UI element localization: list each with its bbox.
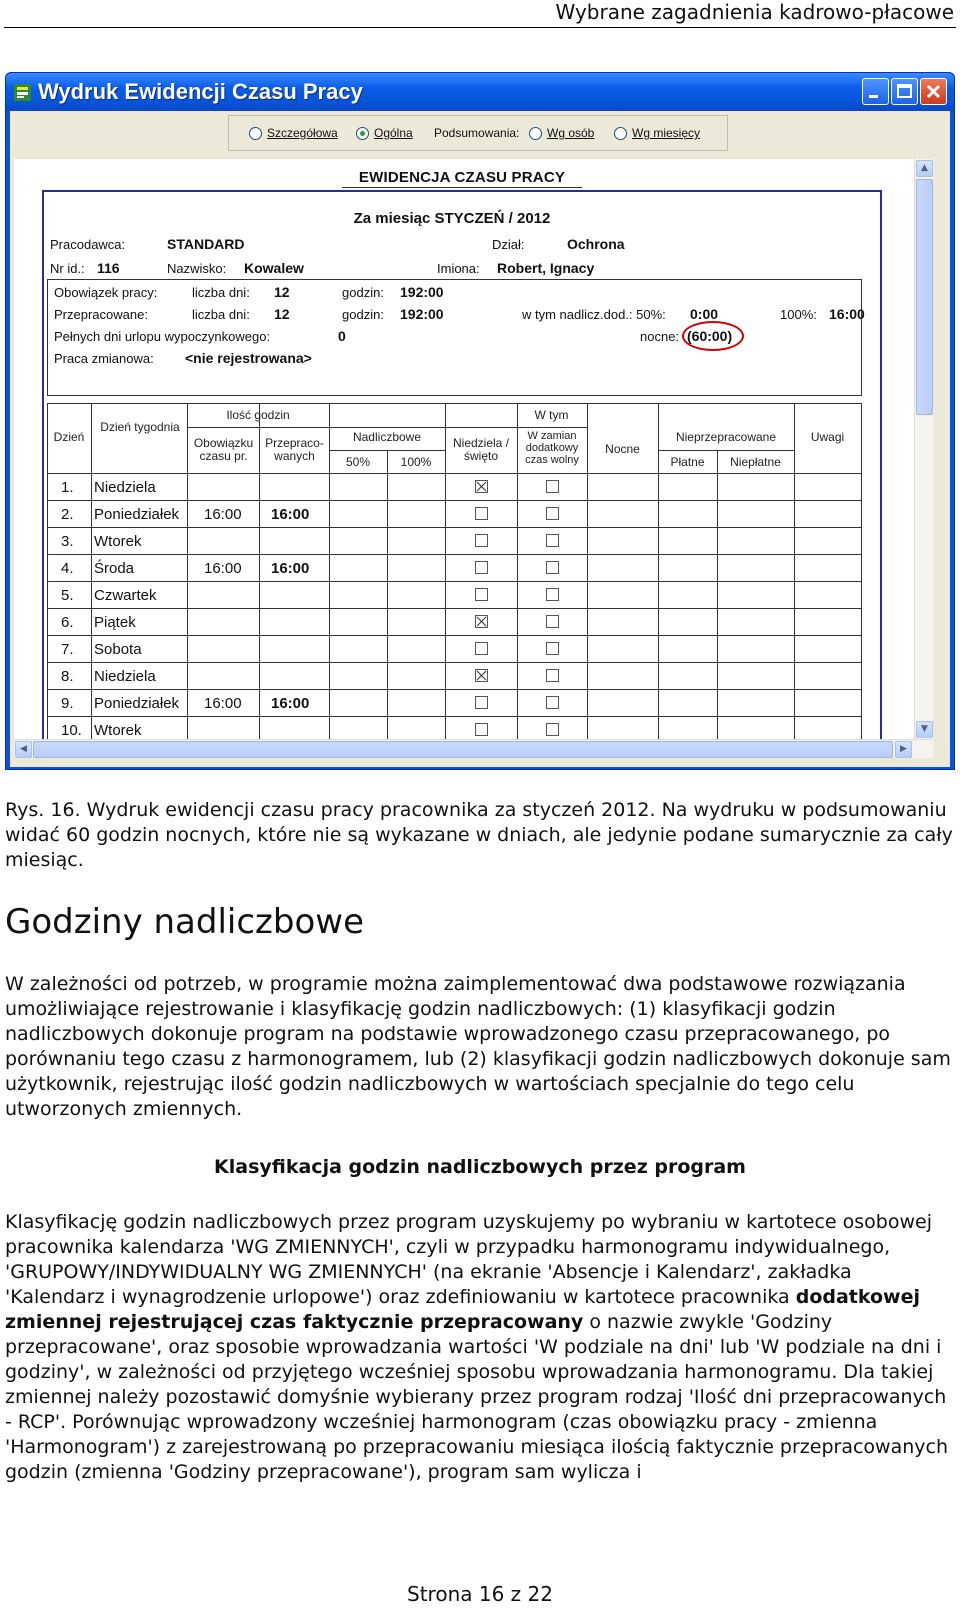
overtime-50-value: 0:00 — [690, 306, 719, 322]
surname-label: Nazwisko: — [167, 261, 227, 276]
radio-by-person[interactable] — [529, 127, 542, 140]
page-header: Wybrane zagadnienia kadrowo-płacowe — [4, 0, 956, 28]
replacement-time-checkbox[interactable] — [546, 642, 559, 655]
sunday-holiday-checkbox[interactable] — [475, 642, 488, 655]
cell-day: 4. — [61, 560, 74, 577]
cell-day: 2. — [61, 506, 74, 523]
replacement-time-checkbox[interactable] — [546, 480, 559, 493]
paragraph-emphasis: dodatkowej zmiennej rejestrującej czas faktycznie przepracowany — [5, 1286, 921, 1333]
summary-label: Podsumowania: — [434, 126, 520, 140]
report-preview[interactable] — [14, 159, 914, 739]
obligation-hours-label: godzin: — [342, 285, 384, 300]
window-client-area — [10, 111, 950, 767]
header-sunday-holiday: Niedziela /święto — [452, 436, 510, 463]
cell-day: 5. — [61, 587, 74, 604]
row-separator — [47, 500, 862, 501]
overtime-50-label: w tym nadlicz.dod.: 50%: — [522, 307, 666, 322]
header-night: Nocne — [605, 442, 640, 456]
cell-day: 10. — [61, 722, 82, 739]
option-by-month-label: Wg miesięcy — [632, 126, 701, 140]
row-separator — [47, 689, 862, 690]
worked-hours-value: 192:00 — [400, 306, 444, 322]
cell-weekday: Poniedziałek — [94, 506, 180, 523]
paragraph-text-a: Klasyfikację godzin nadliczbowych przez program uzyskujemy po wybraniu w kartotece osobowej pracownika kalendarza 'WG ZMIENNYCH', czyli w przypadku harmonogramu indywidualnego, 'GRUPOWY/INDYWIDUALNY WG ZMIENNYCH' (na ekranie 'Absencje i Kalendarz', zakładka 'Kalendarz i wynagrodzenie urlopowe') oraz zdefiniowaniu w kartotece pracownika — [5, 1211, 932, 1308]
table-border-top — [47, 403, 862, 404]
header-unworked: Nieprzepracowane — [675, 430, 777, 444]
obligation-hours-value: 192:00 — [400, 284, 444, 300]
title-bar[interactable] — [6, 73, 954, 111]
cell-required-hours: 16:00 — [204, 560, 242, 577]
page-footer: Strona 16 z 22 — [407, 1582, 553, 1606]
obligation-days-value: 12 — [274, 284, 290, 300]
header-notes: Uwagi — [810, 430, 845, 444]
cell-worked-hours: 16:00 — [271, 560, 310, 577]
col-line — [387, 450, 388, 739]
dept-label: Dział: — [492, 237, 525, 252]
cell-weekday: Wtorek — [94, 722, 142, 739]
option-general[interactable] — [356, 126, 413, 140]
night-label: nocne: — [640, 329, 680, 344]
shift-value: <nie rejestrowana> — [185, 350, 312, 366]
cell-day: 3. — [61, 533, 74, 550]
window-title: Wydruk Ewidencji Czasu Pracy — [38, 79, 363, 104]
cell-weekday: Czwartek — [94, 587, 157, 604]
paragraph-overtime-intro: W zależności od potrzeb, w programie można zaimplementować dwa podstawowe rozwiązania umożliwiające rejestrowanie i klasyfikację godzin nadliczbowych: (1) klasyfikacji godzin nadliczbowych dokonuje program na podstawie wprowadzonego czasu przepracowanego, po porównaniu tego czasu z harmonogramem, lub (2) klasyfikacji godzin nadliczbowych dokonuje sam użytkownik, rejestrując ilość godzin nadliczbowych w wartościach specjalnie do tego celu utworzonych zmiennych. — [5, 973, 951, 1120]
cell-weekday: Niedziela — [94, 479, 156, 496]
days-table — [47, 403, 862, 739]
cell-worked-hours: 16:00 — [271, 506, 310, 523]
row-separator — [47, 554, 862, 555]
maximize-icon — [892, 79, 917, 104]
obligation-label: Obowiązek pracy: — [54, 285, 158, 300]
replacement-time-checkbox[interactable] — [546, 696, 559, 709]
minimize-icon — [863, 79, 888, 104]
shift-label: Praca zmianowa: — [54, 351, 154, 366]
overtime-100-value: 16:00 — [829, 306, 865, 322]
app-icon — [14, 84, 31, 101]
cell-day: 6. — [61, 614, 74, 631]
cell-day: 8. — [61, 668, 74, 685]
paragraph-program-classification — [5, 1210, 955, 1485]
vertical-scrollbar[interactable] — [914, 159, 933, 739]
replacement-time-checkbox[interactable] — [546, 507, 559, 520]
sunday-holiday-checkbox[interactable] — [475, 723, 488, 736]
row-separator — [47, 608, 862, 609]
horizontal-scroll-thumb[interactable] — [33, 741, 893, 758]
names-label: Imiona: — [437, 261, 480, 276]
names-value: Robert, Ignacy — [497, 260, 595, 276]
subsection-title: Klasyfikacja godzin nadliczbowych przez program — [214, 1156, 746, 1178]
sunday-holiday-checkbox[interactable] — [475, 696, 488, 709]
worked-label: Przepracowane: — [54, 307, 148, 322]
header-required: Obowiązku czasu pr. — [193, 436, 254, 463]
cell-worked-hours: 16:00 — [271, 695, 310, 712]
header-paid: Płatne — [670, 455, 705, 469]
header-day: Dzień — [53, 430, 85, 444]
paragraph-text-b: o nazwie zwykle 'Godziny przepracowane', oraz sposobie wprowadzania wartości 'W podziale na dni' lub 'W podziale na dni i godziny', w zależności od przyjętego wcześniej sposobu wprowadzania harmonogramu. Dla takiej zmiennej należy pozostawić domyśnie wybierany przez program rodzaj 'Ilość dni przepracowanych - RCP'. Porównując wprowadzony wcześniej harmonogram (czas obowiązku pracy - zmienna 'Harmonogram') z zarejestrowaną po przepracowaniu miesiąca ilością faktycznie przepracowanych godzin (zmienna 'Godziny przepracowane'), program sam wylicza i — [5, 1311, 949, 1483]
cell-weekday: Niedziela — [94, 668, 156, 685]
cell-weekday: Środa — [94, 560, 135, 577]
replacement-time-checkbox[interactable] — [546, 615, 559, 628]
header-overtime-50: 50% — [345, 455, 371, 469]
header-replacement: W zamian dodatkowy czas wolny — [525, 430, 579, 466]
option-general-label: Ogólna — [374, 126, 413, 140]
sunday-holiday-checkbox[interactable] — [475, 588, 488, 601]
night-hours-highlight — [682, 321, 744, 351]
close-icon — [921, 79, 946, 104]
table-header-bottom — [47, 473, 862, 474]
header-overtime-100: 100% — [400, 455, 432, 469]
report-month: Za miesiąc STYCZEŃ / 2012 — [353, 210, 551, 227]
replacement-time-checkbox[interactable] — [546, 669, 559, 682]
sunday-holiday-checkbox[interactable] — [475, 561, 488, 574]
cell-day: 1. — [61, 479, 74, 496]
cell-required-hours: 16:00 — [204, 695, 242, 712]
night-hours-value: (60:00) — [687, 328, 733, 344]
sunday-holiday-checkbox[interactable] — [475, 480, 488, 493]
replacement-time-checkbox[interactable] — [546, 534, 559, 547]
sunday-holiday-checkbox[interactable] — [475, 507, 488, 520]
print-options-bar — [228, 115, 728, 151]
row-separator — [47, 635, 862, 636]
header-worked: Przepraco- wanych — [265, 436, 324, 463]
id-label: Nr id.: — [50, 261, 85, 276]
option-by-person[interactable] — [529, 126, 594, 140]
vertical-scroll-thumb[interactable] — [916, 179, 933, 415]
option-by-person-label: Wg osób — [547, 126, 595, 140]
cell-weekday: Sobota — [94, 641, 142, 658]
figure-caption: Rys. 16. Wydruk ewidencji czasu pracy pracownika za styczeń 2012. Na wydruku w podsumowaniu widać 60 godzin nocnych, które nie są wykazane w dniach, ale jedynie podane sumarycznie za cały miesiąc. — [5, 799, 953, 871]
horizontal-scrollbar[interactable] — [14, 739, 933, 758]
scroll-up-button[interactable]: ▲ — [916, 160, 933, 177]
worked-hours-label: godzin: — [342, 307, 384, 322]
scroll-down-button[interactable]: ▼ — [916, 721, 933, 738]
minimize-button[interactable] — [862, 78, 889, 105]
close-button[interactable] — [920, 78, 947, 105]
header-divider-unworked — [658, 450, 794, 451]
maximize-button[interactable] — [891, 78, 918, 105]
cell-weekday: Piątek — [94, 614, 136, 631]
employer-label: Pracodawca: — [50, 237, 126, 252]
report-page — [42, 159, 882, 739]
col-line — [717, 450, 718, 739]
report-window — [5, 72, 955, 770]
header-divider — [187, 427, 587, 428]
sunday-holiday-checkbox[interactable] — [475, 615, 488, 628]
worked-days-label: liczba dni: — [192, 307, 250, 322]
option-detailed[interactable] — [249, 126, 338, 140]
title-underline — [342, 187, 582, 188]
cell-day: 9. — [61, 695, 74, 712]
report-title: EWIDENCJA CZASU PRACY — [358, 169, 566, 186]
header-weekday: Dzień tygodnia — [100, 420, 180, 434]
replacement-time-checkbox[interactable] — [546, 561, 559, 574]
scroll-left-button[interactable]: ◀ — [15, 741, 32, 758]
overtime-100-label: 100%: — [780, 307, 817, 322]
row-separator — [47, 662, 862, 663]
leave-value: 0 — [338, 328, 346, 344]
row-separator — [47, 716, 862, 717]
scroll-right-button[interactable]: ▶ — [895, 741, 912, 758]
section-title: Godziny nadliczbowe — [5, 902, 365, 942]
header-hours-group: Ilość godzin — [226, 408, 290, 422]
radio-general[interactable] — [356, 127, 369, 140]
radio-by-month[interactable] — [614, 127, 627, 140]
option-detailed-label: Szczegółowa — [267, 126, 338, 140]
header-including: W tym — [534, 408, 569, 422]
employer-value: STANDARD — [167, 236, 245, 252]
sunday-holiday-checkbox[interactable] — [475, 534, 488, 547]
header-overtime: Nadliczbowe — [352, 430, 422, 444]
replacement-time-checkbox[interactable] — [546, 588, 559, 601]
cell-day: 7. — [61, 641, 74, 658]
row-separator — [47, 527, 862, 528]
obligation-days-label: liczba dni: — [192, 285, 250, 300]
option-by-month[interactable] — [614, 126, 700, 140]
leave-label: Pełnych dni urlopu wypoczynkowego: — [54, 329, 271, 344]
row-separator — [47, 581, 862, 582]
worked-days-value: 12 — [274, 306, 290, 322]
radio-detailed[interactable] — [249, 127, 262, 140]
cell-weekday: Poniedziałek — [94, 695, 180, 712]
sunday-holiday-checkbox[interactable] — [475, 669, 488, 682]
surname-value: Kowalew — [244, 260, 304, 276]
replacement-time-checkbox[interactable] — [546, 723, 559, 736]
cell-weekday: Wtorek — [94, 533, 142, 550]
dept-value: Ochrona — [567, 236, 625, 252]
id-value: 116 — [97, 260, 120, 276]
header-unpaid: Niepłatne — [730, 455, 781, 469]
cell-required-hours: 16:00 — [204, 506, 242, 523]
